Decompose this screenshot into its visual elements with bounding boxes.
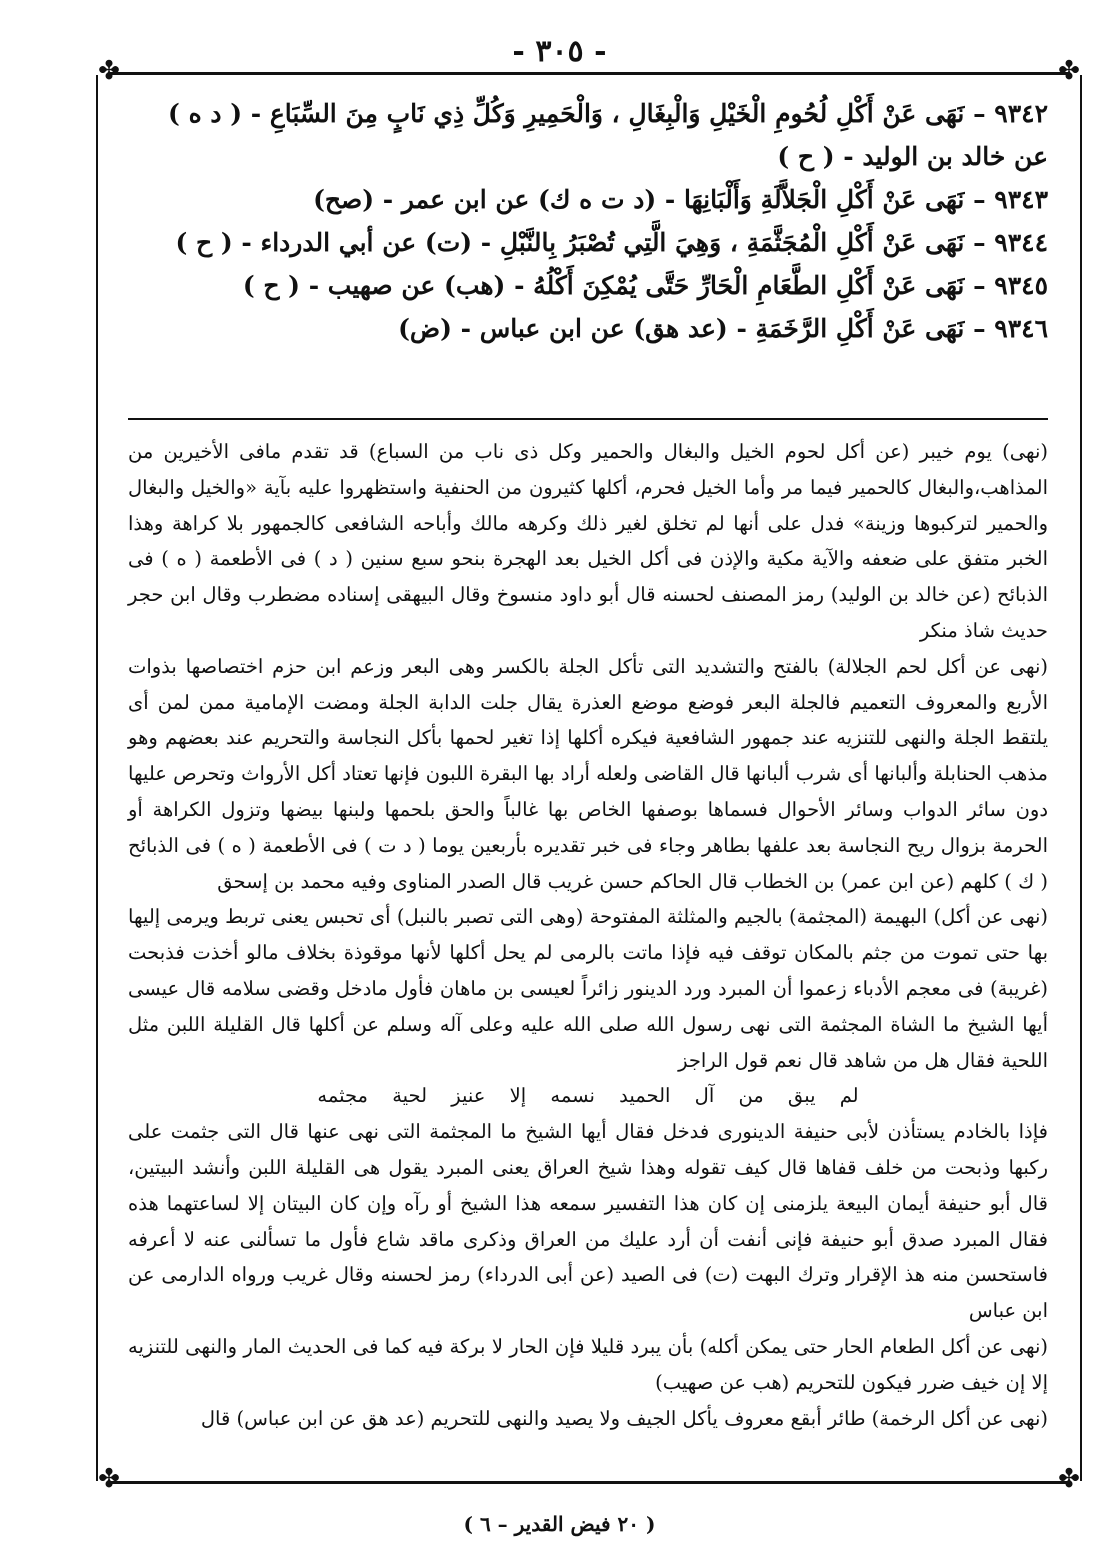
hadith-9342: ٩٣٤٢ – نَهَى عَنْ أَكْلِ لُحُومِ الْخَيْلِ وَالْبِغَالِ ، وَالْحَمِيرِ وَكُلِّ ذِي نَابٍ مِنَ السِّبَاعِ - ( د ه ) عن خالد بن الوليد - ( ح ) — [168, 99, 1048, 171]
hadith-9345: ٩٣٤٥ – نَهَى عَنْ أَكْلِ الطَّعَامِ الْحَارِّ حَتَّى يُمْكِنَ أَكْلُهُ - (هب) عن صهيب - ( ح ) — [242, 271, 1048, 300]
hadith-9343: ٩٣٤٣ – نَهَى عَنْ أَكْلِ الْجَلاَّلَةِ وَأَلْبَانِهَا - (د ت ه ك) عن ابن عمر - (صح) — [313, 185, 1048, 214]
hadith-9344: ٩٣٤٤ – نَهَى عَنْ أَكْلِ الْمُجَثَّمَةِ ، وَهِيَ الَّتِي تُصْبَرُ بِالنَّبْلِ - (ت) عن أبي الدرداء - ( ح ) — [175, 228, 1048, 257]
hadith-list — [128, 92, 1048, 350]
poetry-verse: لم يبق من آل الحميد نسمه إلا عنيز لحية مجثمه — [317, 1084, 859, 1108]
corner-ornament-icon: ✤ — [98, 1464, 120, 1494]
commentary — [128, 434, 1048, 1436]
commentary-paragraph: فإذا بالخادم يستأذن لأبى حنيفة الدينورى فدخل فقال أيها الشيخ ما المجثمة التى نهى عنها قال التى جثمت على ركبها وذبحت من خلف قفاها قال كيف تقوله وهذا شيخ العراق يعنى المبرد يقول هى القليلة اللبن وأنشد البيتين، قال أبو حنيفة أيمان البيعة يلزمنى إن كان هذا التفسير سمعه هذا الشيخ أو رآه وإن كان البيتان إلا لساعتهما هذه فقال المبرد صدق أبو حنيفة فإنى أنفت أن أرد عليك من العراق وذكرى ماقد شاع فأول ما تسألنى عنه لا أعرفه فاستحسن منه هذ الإقرار وترك البهت (ت) فى الصيد (عن أبى الدرداء) رمز لحسنه وقال غريب ورواه الدارمى عن ابن عباس — [128, 1120, 1048, 1323]
page-number: - ٣٠٥ - — [512, 34, 607, 69]
hadith-9346: ٩٣٤٦ – نَهَى عَنْ أَكْلِ الرَّخَمَةِ - (عد هق) عن ابن عباس - (ض) — [398, 314, 1048, 343]
corner-ornament-icon: ✤ — [1058, 1464, 1080, 1494]
corner-ornament-icon: ✤ — [98, 56, 120, 86]
commentary-paragraph: (نهى عن أكل) البهيمة (المجثمة) بالجيم والمثلثة المفتوحة (وهى التى تصبر بالنبل) أى تحبس يعنى تربط ويرمى إليها بها حتى تموت من جثم بالمكان توقف فيه فإذا ماتت بالرمى لم يحل أكلها لأنها موقوذة بخلاف مالو أخذت فذبحت (غريبة) فى معجم الأدباء زعموا أن المبرد ورد الدينور زائراً لعيسى بن ماهان فأول مادخل وقضى سلامه قال عيسى أيها الشيخ ما الشاة المجثمة التى نهى رسول الله صلى الله عليه وعلى آله وسلم عن أكلها قال القليلة اللبن مثل اللحية فقال هل من شاهد قال نعم قول الراجز — [128, 905, 1048, 1072]
commentary-paragraph: (نهى) يوم خيبر (عن أكل لحوم الخيل والبغال والحمير وكل ذى ناب من السباع) قد تقدم مافى الأخيرين من المذاهب،والبغال كالحمير فيما مر وأما الخيل فحرم، أكلها كثيرون من الحنفية واستظهروا عليه بآية «والخيل والبغال والحمير لتركبوها وزينة» فدل على أنها لم تخلق لغير ذلك وكرهه مالك وأباحه الشافعى كالجمهور بلا كراهة وهذا الخبر متفق على ضعفه والآية مكية والإذن فى أكل الخيل بعد الهجرة بنحو سبع سنين ( د ) فى الأطعمة ( ه ) فى الذبائح (عن خالد بن الوليد) رمز المصنف لحسنه قال أبو داود منسوخ وقال البيهقى إسناده مضطرب وقال ابن حجر حديث شاذ منكر — [128, 440, 1048, 642]
footer-signature: ( ٢٠ فيض القدير – ٦ ) — [463, 1512, 656, 1536]
commentary-paragraph: (نهى عن أكل الطعام الحار حتى يمكن أكله) بأن يبرد قليلا فإن الحار لا بركة فيه كما فى الحديث المار والنهى للتنزيه إلا إن خيف ضرر فيكون للتحريم (هب عن صهيب) — [128, 1334, 1048, 1394]
commentary-paragraph: (نهى عن أكل الرخمة) طائر أبقع معروف يأكل الجيف ولا يصيد والنهى للتحريم (عد هق عن ابن عباس) قال — [200, 1406, 1048, 1430]
corner-ornament-icon: ✤ — [1058, 56, 1080, 86]
commentary-paragraph: (نهى عن أكل لحم الجلالة) بالفتح والتشديد التى تأكل الجلة بالكسر وهى البعر وزعم ابن حزم اختصاصها بذوات الأربع والمعروف التعميم فالجلة البعر فوضع موضع العذرة يقال جلت الدابة الجلة ومضت الإمامية ممن لمن أى يلتقط الجلة والنهى للتنزيه عند جمهور الشافعية فيكره أكلها إذا تغير لحمها بأكل النجاسة والتحريم عند بعضهم وهو مذهب الحنابلة وألبانها أى شرب ألبانها قال القاضى ولعله أراد بها البقرة اللبون فإنها تعتاد أكل الأرواث وتحرص عليها دون سائر الدواب وسائر الأحوال فسماها بوصفها الخاص بها غالباً والحق بلحمها ولبنها بيضها وتزول الكراهة أو الحرمة بزوال ريح النجاسة بعد علفها بطاهر وجاء فى خبر تقديره بأربعين يوما ( د ت ) فى الأطعمة ( ه ) فى الذبائح ( ك ) كلهم (عن ابن عمر) بن الخطاب قال الحاكم حسن غريب قال الصدر المناوى وفيه محمد بن إسحق — [128, 654, 1048, 893]
section-divider — [128, 418, 1048, 420]
